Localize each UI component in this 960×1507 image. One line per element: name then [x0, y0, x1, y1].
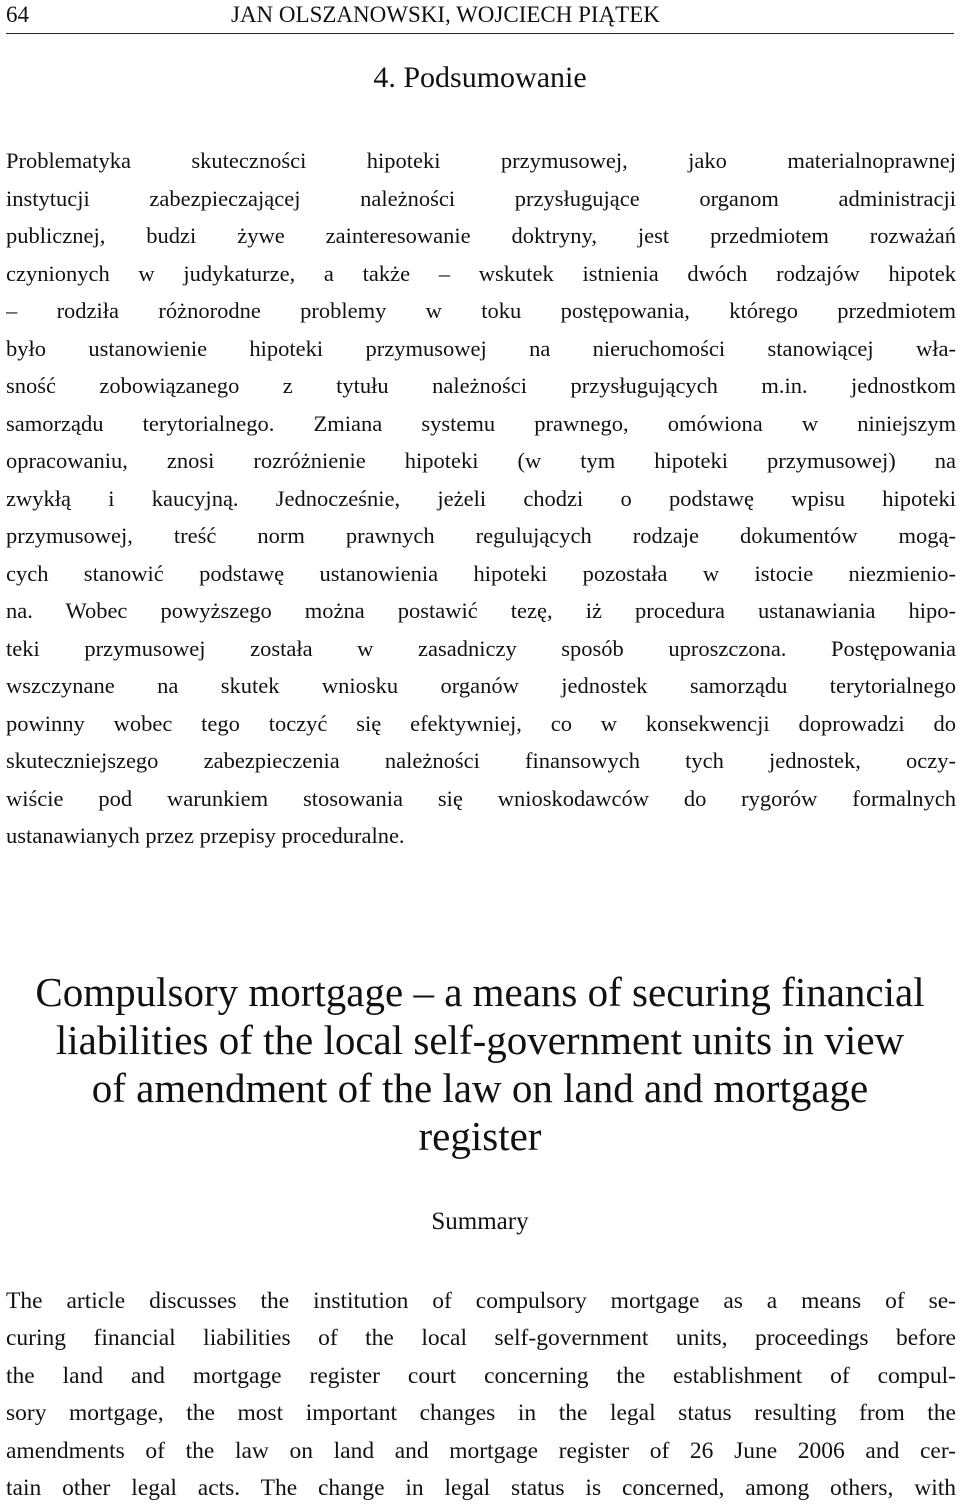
- paragraph-line: czynionych w judykaturze, a także – wskutek istnienia dwóch rodzajów hipotek: [6, 260, 956, 286]
- summary-line: the land and mortgage register court concerning the establishment of compul-: [6, 1362, 956, 1389]
- header-rule: [6, 33, 954, 34]
- paragraph-line: teki przymusowej została w zasadniczy sposób uproszczona. Postępowania: [6, 635, 956, 661]
- paragraph-line: na. Wobec powyższego można postawić tezę, iż procedura ustanawiania hipo-: [6, 598, 956, 623]
- paragraph-line: samorządu terytorialnego. Zmiana systemu prawnego, omówiona w niniejszym: [6, 410, 956, 436]
- paragraph-line: zwykłą i kaucyjną. Jednocześnie, jeżeli chodzi o podstawę wpisu hipoteki: [6, 485, 956, 511]
- summary-line: curing financial liabilities of the local self-government units, proceedings before: [6, 1325, 956, 1352]
- summary-line: sory mortgage, the most important changes in the legal status resulting from the: [6, 1400, 956, 1427]
- title-line: register: [418, 1113, 542, 1159]
- english-title: [0, 968, 960, 1160]
- paragraph-line: – rodziła różnorodne problemy w toku postępowania, którego przedmiotem: [6, 298, 956, 323]
- summary-heading: Summary: [431, 1208, 529, 1235]
- paragraph-line: publicznej, budzi żywe zainteresowanie doktryny, jest przedmiotem rozważań: [6, 223, 956, 248]
- paragraph-line: wszczynane na skutek wniosku organów jednostek samorządu terytorialnego: [6, 673, 956, 698]
- title-line: Compulsory mortgage – a means of securing financial: [35, 969, 925, 1015]
- paragraph-line: opracowaniu, znosi rozróżnienie hipoteki (w tym hipoteki przymusowej) na: [6, 448, 956, 473]
- paragraph-line: przymusowej, treść norm prawnych regulujących rodzaje dokumentów mogą-: [6, 523, 956, 548]
- running-head-authors: JAN OLSZANOWSKI, WOJCIECH PIĄTEK: [231, 2, 660, 27]
- summary-line: amendments of the law on land and mortgage register of 26 June 2006 and cer-: [6, 1437, 956, 1464]
- conclusion-paragraph: [6, 142, 956, 855]
- summary-line: tain other legal acts. The change in legal status is concerned, among others, with: [6, 1474, 956, 1501]
- summary-paragraph: [6, 1283, 956, 1507]
- page-number: 64: [6, 2, 29, 27]
- section-heading: 4. Podsumowanie: [373, 61, 587, 94]
- title-line: liabilities of the local self-government units in view: [55, 1017, 905, 1063]
- paragraph-line: wiście pod warunkiem stosowania się wnioskodawców do rygorów formalnych: [6, 785, 956, 811]
- paragraph-line: Problematyka skuteczności hipoteki przymusowej, jako materialnoprawnej: [6, 148, 956, 173]
- paragraph-line: cych stanowić podstawę ustanowienia hipoteki pozostała w istocie niezmienio-: [6, 560, 956, 586]
- paragraph-line: instytucji zabezpieczającej należności przysługujące organom administracji: [6, 185, 956, 211]
- paragraph-line: skuteczniejszego zabezpieczenia należności finansowych tych jednostek, oczy-: [6, 748, 956, 773]
- paragraph-line: ustanawianych przez przepisy proceduralne.: [6, 823, 405, 848]
- title-line: of amendment of the law on land and mortgage: [91, 1065, 869, 1111]
- summary-line: The article discusses the institution of compulsory mortgage as a means of se-: [6, 1288, 956, 1314]
- paragraph-line: powinny wobec tego toczyć się efektywniej, co w konsekwencji doprowadzi do: [6, 710, 956, 736]
- page-header: [0, 0, 960, 36]
- paragraph-line: sność zobowiązanego z tytułu należności przysługujących m.in. jednostkom: [6, 373, 956, 398]
- paragraph-line: było ustanowienie hipoteki przymusowej na nieruchomości stanowiącej wła-: [6, 335, 956, 361]
